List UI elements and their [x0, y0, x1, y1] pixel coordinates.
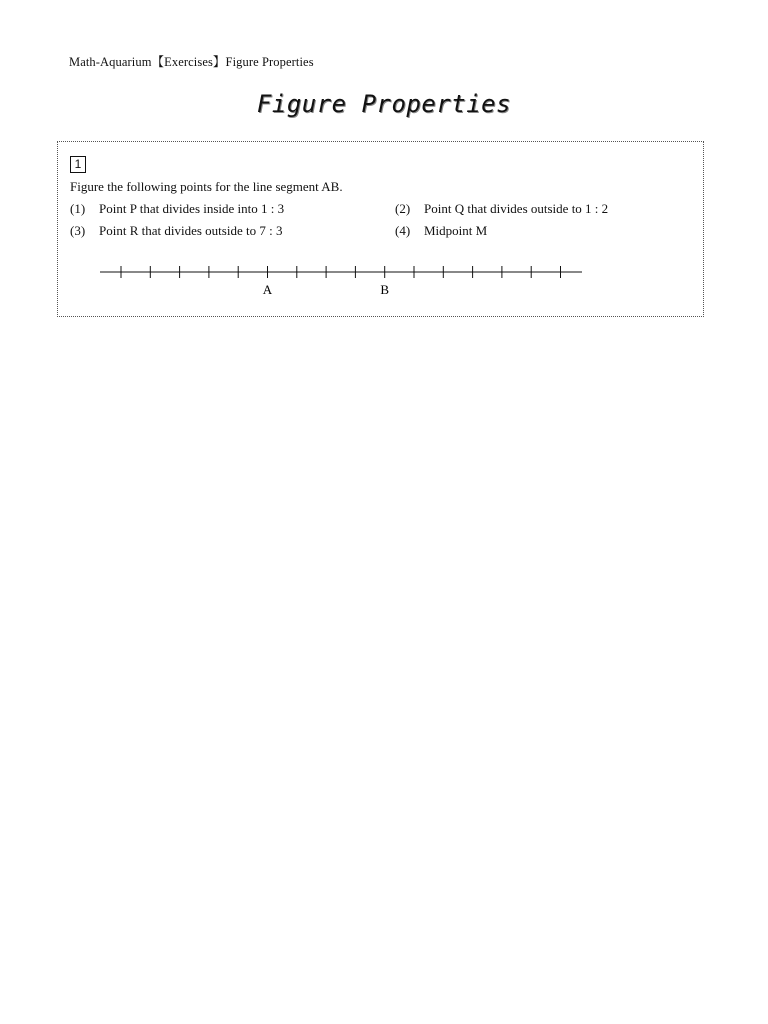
- item-text: Midpoint M: [424, 223, 488, 238]
- item-number: (4): [395, 223, 411, 238]
- number-line-figure: [58, 254, 703, 304]
- document-header: Math-Aquarium【Exercises】Figure Properties: [69, 55, 314, 69]
- exercise-item-1: [70, 201, 284, 217]
- exercise-item-3: [70, 223, 282, 239]
- item-number: (2): [395, 201, 411, 216]
- problem-number-badge: 1: [70, 156, 86, 173]
- item-number: (3): [70, 223, 86, 238]
- item-text: Point P that divides inside into 1 : 3: [99, 201, 285, 216]
- exercise-item-2: [395, 201, 608, 217]
- point-b-label: B: [380, 282, 390, 297]
- exercise-box: [57, 141, 704, 317]
- exercise-instruction: Figure the following points for the line segment AB.: [70, 179, 343, 194]
- item-number: (1): [70, 201, 86, 216]
- item-text: Point Q that divides outside to 1 : 2: [424, 201, 609, 216]
- point-a-label: A: [262, 282, 273, 297]
- exercise-item-4: [395, 223, 487, 239]
- item-text: Point R that divides outside to 7 : 3: [99, 223, 283, 238]
- page-title: Figure Properties: [256, 90, 512, 118]
